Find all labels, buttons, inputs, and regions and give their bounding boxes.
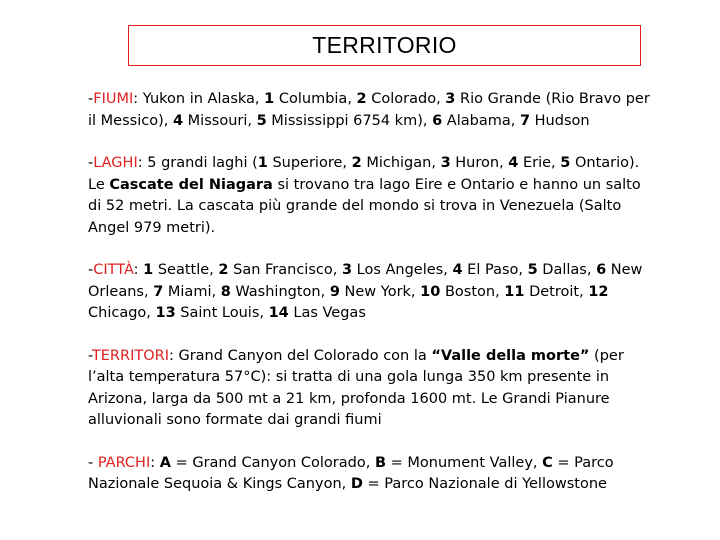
citta-text: El Paso, xyxy=(462,262,528,278)
title-box xyxy=(128,25,641,66)
parchi-letter: A xyxy=(159,454,171,471)
citta-number: 1 xyxy=(143,262,154,278)
laghi-number: 5 xyxy=(560,155,571,171)
citta-number: 8 xyxy=(220,283,231,300)
citta-number: 13 xyxy=(155,305,176,321)
citta-text: Miami, xyxy=(163,283,221,300)
fiumi-text: Colorado, xyxy=(366,91,446,107)
citta-text: Boston, xyxy=(440,283,505,300)
fiumi-number: 6 xyxy=(432,112,443,129)
citta-number: 10 xyxy=(420,283,441,300)
citta-number: 6 xyxy=(596,262,607,278)
territori-prefix: - xyxy=(88,347,92,364)
citta-number: 14 xyxy=(268,305,289,321)
citta-number: 9 xyxy=(329,283,340,300)
parchi-text: : xyxy=(150,454,160,471)
citta-text: Detroit, xyxy=(524,283,589,300)
fiumi-text: Columbia, xyxy=(274,91,357,107)
laghi-text: Superiore, xyxy=(267,155,352,171)
laghi-text: : 5 grandi laghi ( xyxy=(137,155,258,171)
laghi-text: Erie, xyxy=(518,155,561,171)
territori-text: : Grand Canyon del Colorado con la xyxy=(168,347,432,364)
laghi-number: 4 xyxy=(508,155,519,171)
citta-text: Seattle, xyxy=(153,262,219,278)
fiumi-number: 2 xyxy=(356,91,367,107)
laghi-number: 2 xyxy=(351,155,362,171)
citta-number: 5 xyxy=(527,262,538,278)
citta-text: Dallas, xyxy=(537,262,597,278)
citta-text: Washington, xyxy=(230,283,330,300)
citta-text: Chicago, xyxy=(88,305,156,321)
parchi-letter: B xyxy=(374,454,386,471)
citta-label: CITTÀ xyxy=(93,262,134,278)
laghi-label: LAGHI xyxy=(93,155,138,171)
parchi-prefix: - xyxy=(88,454,98,471)
fiumi-text: Rio Grande (Rio Bravo per il Messico), xyxy=(88,91,650,129)
citta-text: New Orleans, xyxy=(88,262,643,300)
citta-text: : xyxy=(133,262,144,278)
fiumi-prefix: - xyxy=(88,91,94,107)
fiumi-text: Alabama, xyxy=(442,112,520,129)
content-body xyxy=(88,89,653,517)
laghi-text: Ontario). Le xyxy=(88,155,640,193)
parchi-letter: C xyxy=(542,454,553,471)
fiumi-text: Mississippi 6754 km), xyxy=(266,112,433,129)
citta-text: New York, xyxy=(339,283,421,300)
parchi-text: = Parco Nazionale Sequoia & Kings Canyon, xyxy=(88,454,614,492)
laghi-number: 3 xyxy=(440,155,451,171)
fiumi-label: FIUMI xyxy=(93,91,134,107)
parchi-text: = Parco Nazionale di Yellowstone xyxy=(362,476,607,492)
laghi-text: Michigan, xyxy=(361,155,441,171)
fiumi-number: 3 xyxy=(445,91,456,107)
laghi-number: 1 xyxy=(257,155,268,171)
parchi-text: = Grand Canyon Colorado, xyxy=(170,454,375,471)
fiumi-number: 1 xyxy=(264,91,275,107)
parchi-label: PARCHI xyxy=(97,454,151,471)
laghi-prefix: - xyxy=(88,155,94,171)
page-title: TERRITORIO xyxy=(312,32,457,58)
paragraph-laghi xyxy=(88,153,653,239)
territori-text: (per l’alta temperatura 57°C): si tratta di una gola lunga 350 km presente in Arizona, larga da 500 mt a 21 km, profonda 1600 mt. Le Grandi Pianure alluvionali sono formate dai grandi fiumi xyxy=(88,347,624,428)
paragraph-fiumi xyxy=(88,89,653,132)
citta-number: 7 xyxy=(153,283,164,300)
territori-valle: “Valle della morte” xyxy=(431,347,590,364)
citta-number: 3 xyxy=(341,262,353,278)
citta-number: 12 xyxy=(588,283,609,300)
laghi-cascate: Cascate del Niagara xyxy=(109,176,273,193)
laghi-text: si trovano tra lago Eire e Ontario e hanno un salto di 52 metri. La cascata più grande del mondo si trova in Venezuela (Salto Angel 979 metri). xyxy=(88,176,641,236)
parchi-text: = Monument Valley, xyxy=(386,454,543,471)
laghi-text: Huron, xyxy=(450,155,509,171)
citta-text: San Francisco, xyxy=(228,262,342,278)
paragraph-citta xyxy=(88,260,653,325)
fiumi-number: 4 xyxy=(172,112,184,129)
parchi-letter: D xyxy=(350,476,363,492)
fiumi-text: Hudson xyxy=(530,112,590,129)
paragraph-territori xyxy=(88,346,653,432)
paragraph-parchi xyxy=(88,453,653,496)
fiumi-number: 5 xyxy=(256,112,267,129)
citta-text: Saint Louis, xyxy=(175,305,269,321)
citta-text: Las Vegas xyxy=(288,305,366,321)
citta-number: 11 xyxy=(504,283,525,300)
citta-text: Los Angeles, xyxy=(352,262,453,278)
citta-number: 2 xyxy=(218,262,229,278)
fiumi-number: 7 xyxy=(519,112,531,129)
territori-label: TERRITORI xyxy=(91,347,169,364)
citta-prefix: - xyxy=(88,262,94,278)
citta-number: 4 xyxy=(452,262,463,278)
fiumi-text: : Yukon in Alaska, xyxy=(133,91,265,107)
fiumi-text: Missouri, xyxy=(183,112,257,129)
